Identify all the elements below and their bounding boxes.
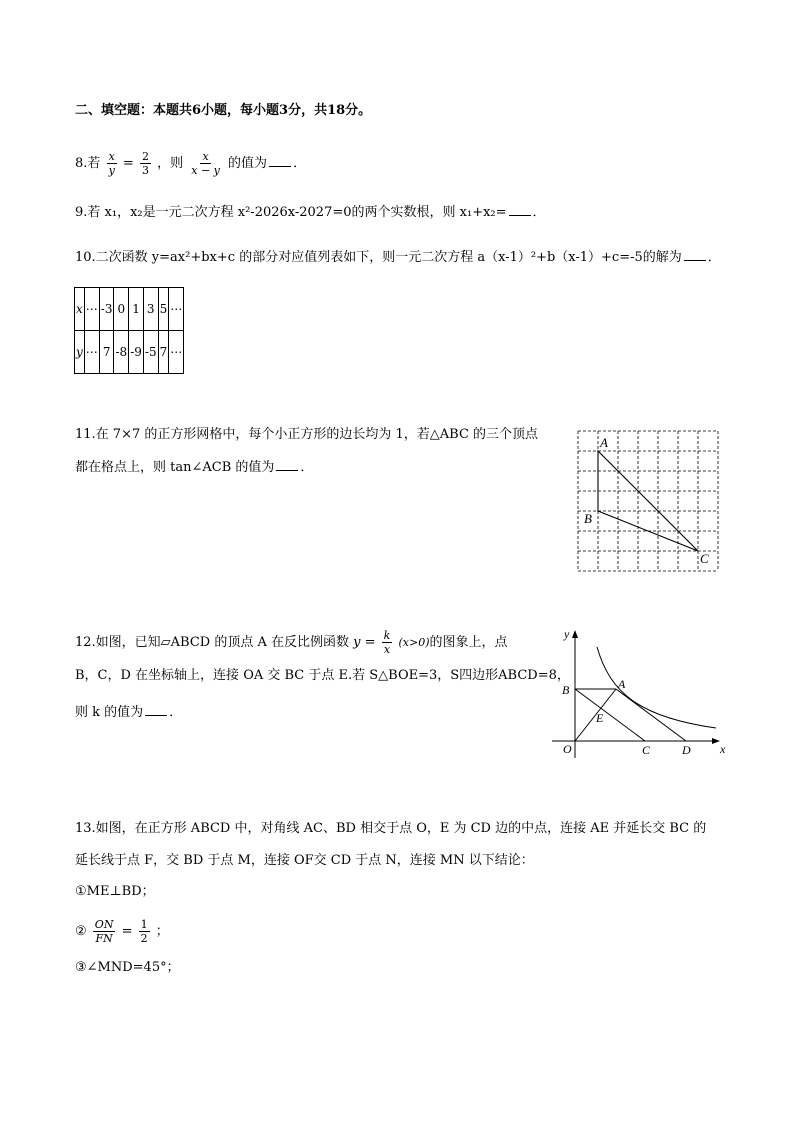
q12-fn-num: k	[383, 629, 391, 642]
q8-f2-num: 2	[141, 150, 149, 163]
c2-f2-num: 1	[140, 918, 148, 931]
label-o: O	[563, 742, 572, 756]
table-cell: ⋯	[84, 331, 99, 374]
table-cell: -5	[143, 331, 158, 374]
q8-eq: =	[122, 156, 134, 171]
q11-answer-blank[interactable]	[276, 457, 298, 471]
table-cell: 1	[129, 288, 144, 331]
c2-f1-num: ON	[94, 918, 114, 931]
q10-text: 10.二次函数 y=ax²+bx+c 的部分对应值列表如下，则一元二次方程 a（x-1）²+b（x-1）+c=-5的解为	[75, 250, 682, 265]
label-a: A	[618, 677, 626, 691]
q8-fraction-1	[107, 150, 117, 177]
triangle-abc	[598, 451, 698, 551]
c2-f1-den: FN	[95, 932, 113, 945]
q12-line-1-pre: 12.如图，已知▱ABCD 的顶点 A 在反比例函数	[75, 635, 350, 650]
c2-f2-den: 2	[140, 932, 148, 945]
label-d: D	[682, 743, 691, 757]
conclusion-1: ①ME⊥BD；	[75, 884, 155, 899]
x-axis-arrow	[712, 738, 720, 744]
q12-end: ．	[169, 705, 183, 720]
label-y: y	[564, 627, 570, 641]
coordinate-figure	[548, 622, 728, 762]
q12-fn-y: y =	[353, 635, 376, 650]
q8-f3-den: x − y	[191, 164, 220, 177]
q12-line-3-text: 则 k 的值为	[75, 705, 144, 720]
table-cell: ⋯	[169, 288, 184, 331]
question-9	[75, 202, 546, 223]
hyperbola-curve	[597, 647, 716, 728]
label-e: E	[596, 711, 604, 725]
q8-f1-num: x	[108, 150, 115, 163]
table-cell: 7	[99, 331, 114, 374]
label-c: C	[700, 551, 709, 566]
q9-end: ．	[532, 205, 546, 220]
table-cell: 5	[158, 288, 169, 331]
table-row-y	[75, 331, 184, 374]
question-11-line-1: 11.在 7×7 的正方形网格中，每个小正方形的边长均为 1，若△ABC 的三个顶点	[75, 427, 539, 442]
question-12-line-3	[75, 702, 182, 723]
y-axis-arrow	[572, 630, 578, 638]
q12-fn-fraction	[382, 629, 393, 656]
q11-line-2-text: 都在格点上，则 tan∠ACB 的值为	[75, 460, 275, 475]
q8-number: 8.	[75, 156, 88, 171]
c2-end: ；	[155, 924, 169, 939]
q11-end: ．	[300, 460, 314, 475]
q12-fn-den: x	[383, 643, 391, 656]
c2-eq: =	[121, 924, 133, 939]
c2-fraction-2	[139, 918, 150, 945]
table-cell: ⋯	[84, 288, 99, 331]
label-b: B	[584, 511, 592, 526]
question-13-line-1: 13.如图，在正方形 ABCD 中，对角线 AC、BD 相交于点 O，E 为 CD 边的中点，连接 AE 并延长交 BC 的	[75, 821, 707, 836]
label-b: B	[562, 683, 570, 697]
q8-post: 的值为	[228, 156, 268, 171]
parallelogram-lines	[575, 689, 686, 741]
question-11-line-2	[75, 457, 313, 478]
q8-fraction-3	[189, 150, 222, 177]
question-12-line-1	[75, 629, 508, 656]
q8-mid: ，则	[157, 156, 184, 171]
label-c: C	[642, 743, 651, 757]
question-13-line-2: 延长线于点 F，交 BD 于点 M，连接 OF交 CD 于点 N，连接 MN 以下结论：	[75, 853, 534, 868]
question-8	[75, 150, 306, 177]
q8-answer-blank[interactable]	[269, 153, 291, 167]
table-cell: y	[75, 331, 85, 374]
value-table	[74, 287, 184, 374]
q8-f2-den: 3	[141, 164, 149, 177]
label-a: A	[600, 435, 608, 450]
c2-fraction-1	[93, 918, 116, 945]
q12-line-1-post: 的图象上，点	[429, 635, 508, 650]
c2-pre: ②	[75, 924, 87, 939]
q10-answer-blank[interactable]	[684, 247, 706, 261]
table-cell: -8	[114, 331, 129, 374]
question-12-line-2: B，C，D 在坐标轴上，连接 OA 交 BC 于点 E.若 S△BOE=3，S四边形ABCD=8，	[75, 668, 570, 683]
q8-fraction-2	[140, 150, 151, 177]
table-cell: 3	[143, 288, 158, 331]
table-cell: ⋯	[169, 331, 184, 374]
q12-answer-blank[interactable]	[145, 702, 167, 716]
conclusion-2	[75, 918, 169, 945]
q9-text: 9.若 x₁，x₂是一元二次方程 x²-2026x-2027=0的两个实数根，则 x₁+x₂=	[75, 205, 507, 220]
table-cell: x	[75, 288, 85, 331]
table-row-x	[75, 288, 184, 331]
label-x: x	[720, 742, 726, 756]
question-10	[75, 247, 721, 268]
q8-end: ．	[293, 156, 307, 171]
table-cell: -3	[99, 288, 114, 331]
q8-f1-den: y	[108, 164, 115, 177]
q9-answer-blank[interactable]	[509, 202, 531, 216]
table-cell: 0	[114, 288, 129, 331]
grid-figure	[575, 428, 721, 574]
table-cell: -9	[129, 331, 144, 374]
conclusion-3: ③∠MND=45°；	[75, 960, 180, 975]
q10-end: ．	[707, 250, 721, 265]
q8-f3-num: x	[202, 150, 209, 163]
q12-fn-cond: (x>0)	[398, 636, 430, 649]
q8-pre: 若	[87, 156, 101, 171]
table-cell: 7	[158, 331, 169, 374]
section-title: 二、填空题：本题共6小题，每小题3分，共18分。	[75, 103, 372, 118]
